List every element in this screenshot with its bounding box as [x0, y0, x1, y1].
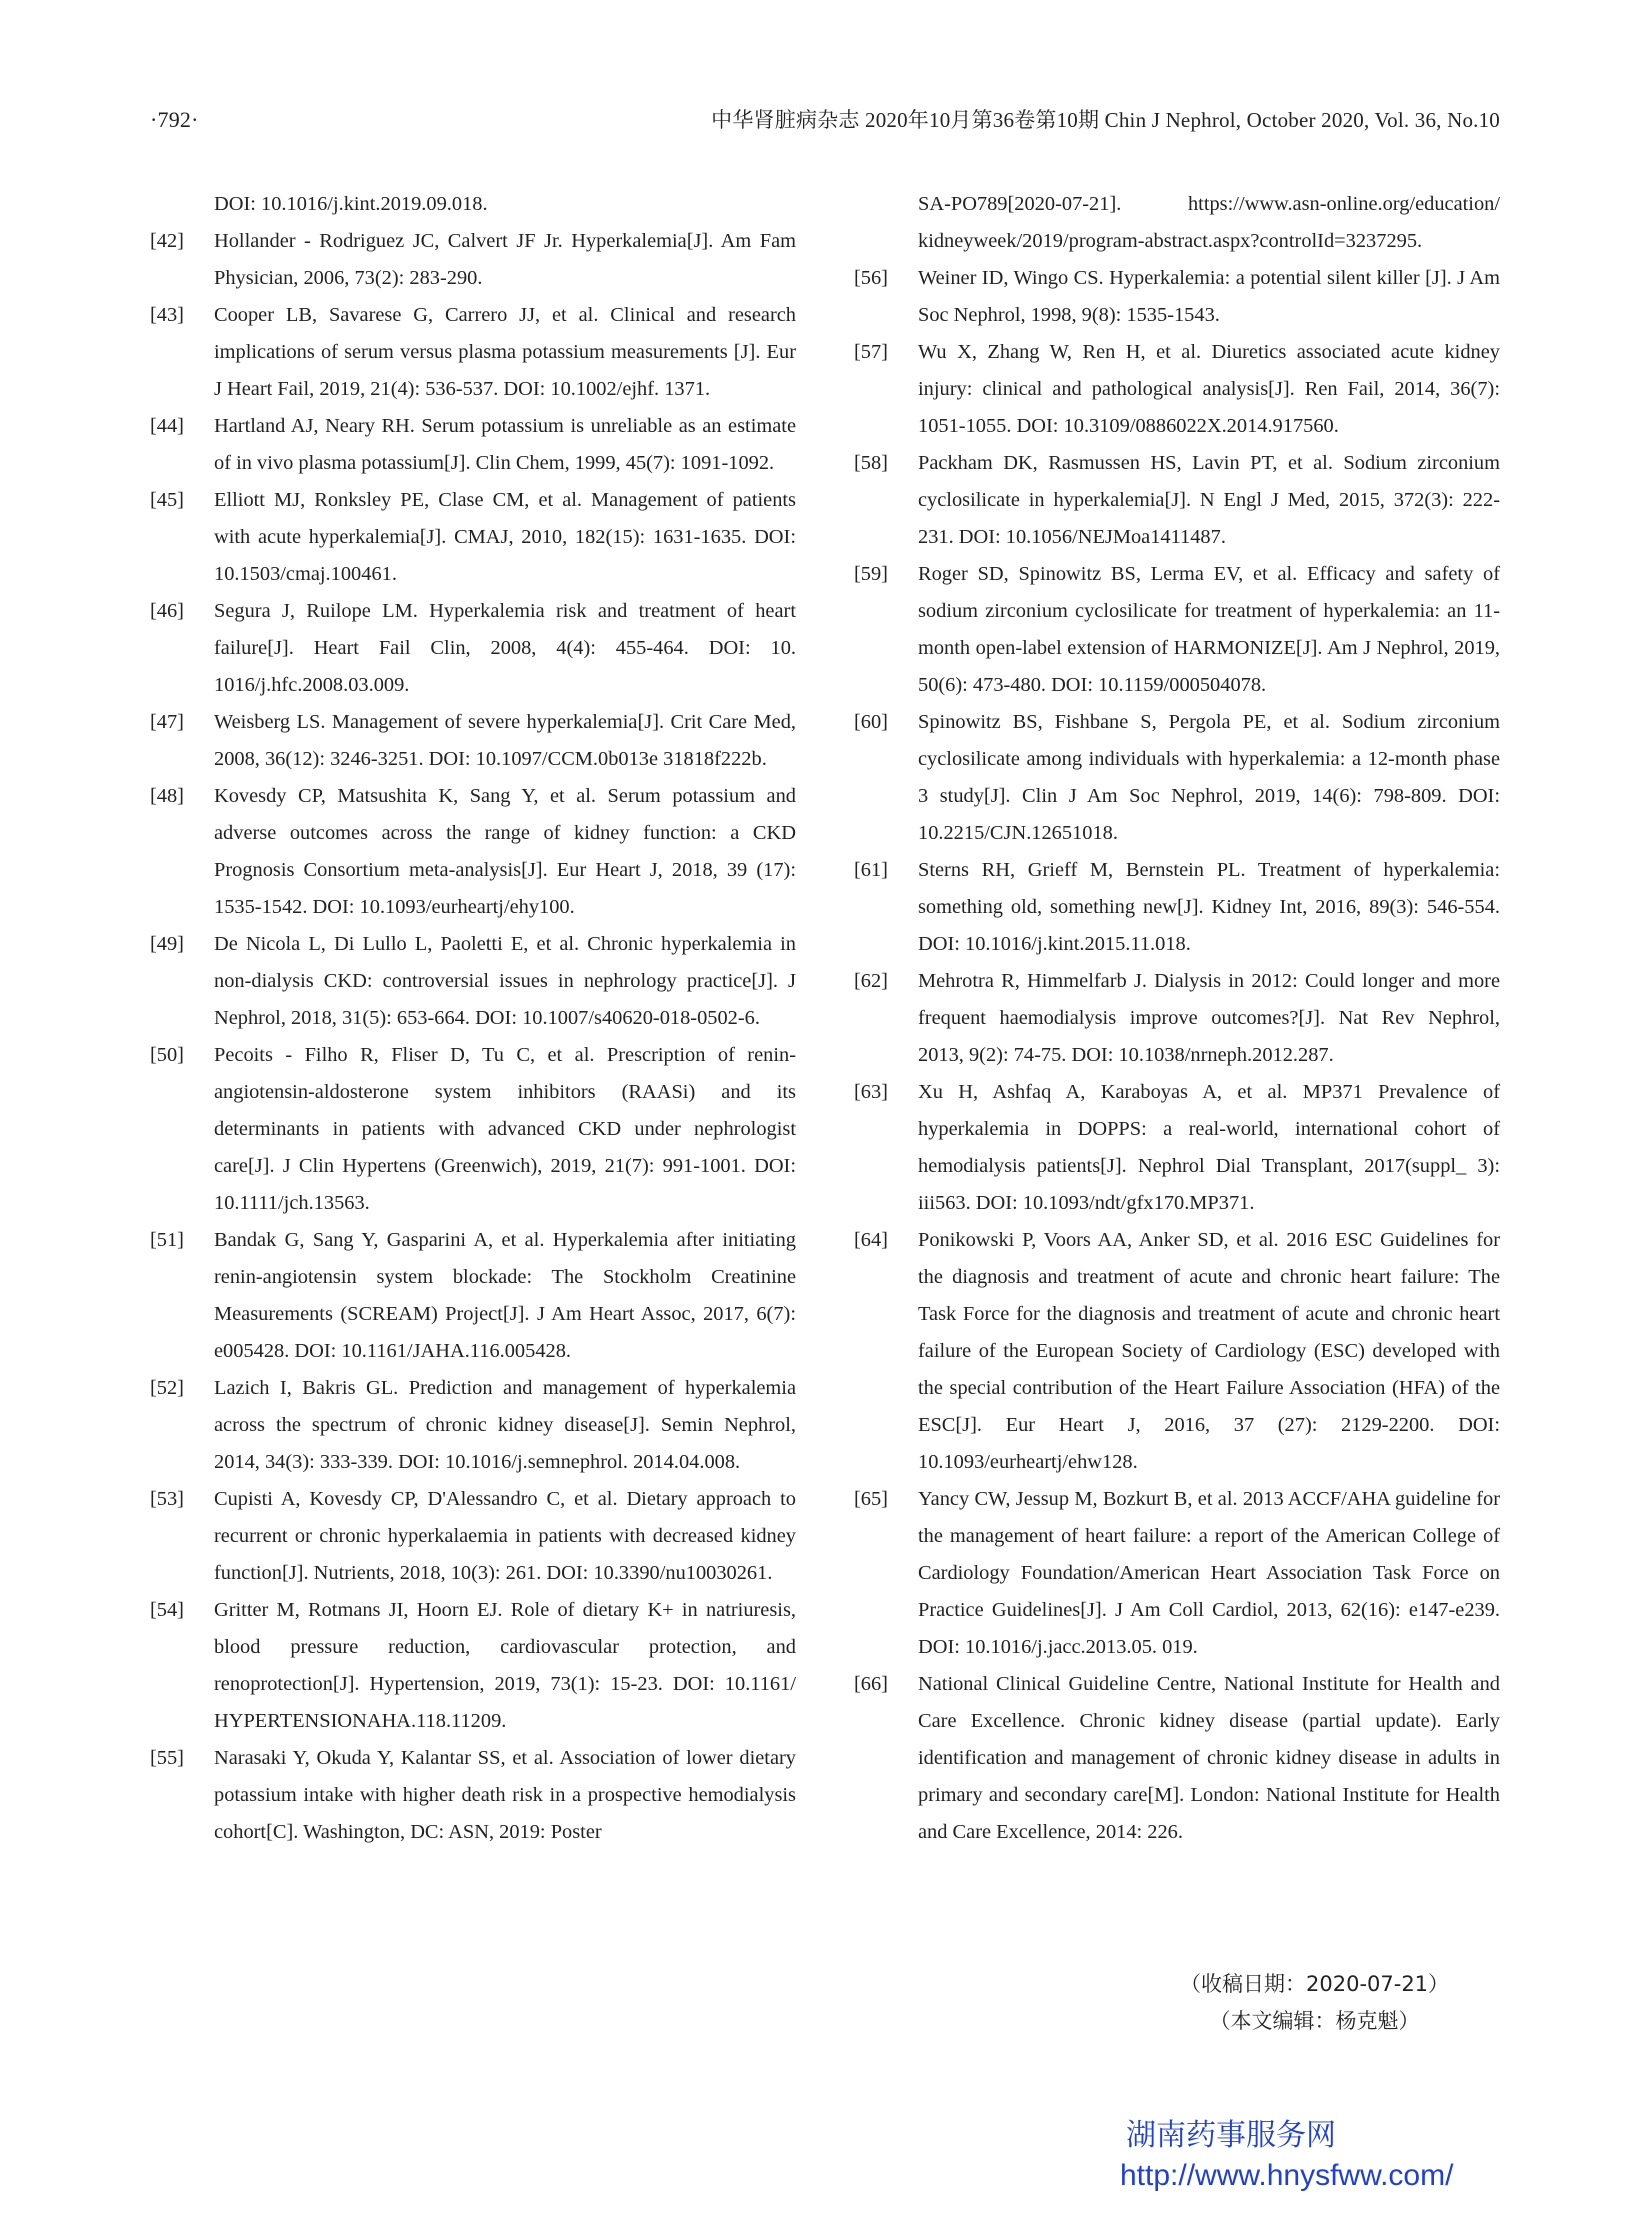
reference-number: [51]	[150, 1229, 184, 1251]
reference-number: [45]	[150, 489, 184, 511]
reference-text: Gritter M, Rotmans JI, Hoorn EJ. Role of dietary K+ in natriuresis, blood pressure reduction, cardiovascular protection, and renoprotection[J]. Hypertension, 2019, 73(1): 15-23. DOI: 10.1161/ HYPERTENSIONAHA.118.11209.	[214, 1599, 796, 1732]
reference-number: [43]	[150, 304, 184, 326]
reference-text: Segura J, Ruilope LM. Hyperkalemia risk and treatment of heart failure[J]. Heart Fail Clin, 2008, 4(4): 455-464. DOI: 10. 1016/j.hfc.2008.03.009.	[214, 600, 796, 696]
reference-entry	[150, 1481, 796, 1592]
reference-entry	[854, 186, 1500, 260]
reference-number: [46]	[150, 600, 184, 622]
page-number: ·792·	[150, 107, 199, 132]
reference-text: Cupisti A, Kovesdy CP, D'Alessandro C, et al. Dietary approach to recurrent or chronic hyperkalaemia in patients with decreased kidney function[J]. Nutrients, 2018, 10(3): 261. DOI: 10.3390/nu10030261.	[214, 1488, 796, 1584]
reference-text: National Clinical Guideline Centre, National Institute for Health and Care Excellence. Chronic kidney disease (partial update). Early identification and management of chronic kidney disease in adults in primary and secondary care[M]. London: National Institute for Health and Care Excellence, 2014: 226.	[918, 1673, 1500, 1843]
reference-entry	[854, 556, 1500, 704]
reference-number: [54]	[150, 1599, 184, 1621]
reference-entry	[150, 704, 796, 778]
reference-number: [61]	[854, 859, 888, 881]
reference-entry	[854, 704, 1500, 852]
reference-number: [59]	[854, 563, 888, 585]
reference-entry	[150, 186, 796, 223]
reference-entry	[854, 1481, 1500, 1666]
reference-text: Xu H, Ashfaq A, Karaboyas A, et al. MP371 Prevalence of hyperkalemia in DOPPS: a real-world, international cohort of hemodialysis patients[J]. Nephrol Dial Transplant, 2017(suppl_ 3): iii563. DOI: 10.1093/ndt/gfx170.MP371.	[918, 1081, 1500, 1214]
reference-number: [64]	[854, 1229, 888, 1251]
reference-number: [53]	[150, 1488, 184, 1510]
reference-text: SA-PO789[2020-07-21]. https://www.asn-online.org/education/ kidneyweek/2019/program-abstract.aspx?controlId=3237295.	[918, 193, 1500, 252]
reference-number: [55]	[150, 1747, 184, 1769]
reference-text: DOI: 10.1016/j.kint.2019.09.018.	[214, 193, 488, 215]
reference-text: Weiner ID, Wingo CS. Hyperkalemia: a potential silent killer [J]. J Am Soc Nephrol, 1998, 9(8): 1535-1543.	[918, 267, 1500, 326]
reference-number: [47]	[150, 711, 184, 733]
reference-text: De Nicola L, Di Lullo L, Paoletti E, et al. Chronic hyperkalemia in non-dialysis CKD: controversial issues in nephrology practice[J]. J Nephrol, 2018, 31(5): 653-664. DOI: 10.1007/s40620-018-0502-6.	[214, 933, 796, 1029]
reference-text: Sterns RH, Grieff M, Bernstein PL. Treatment of hyperkalemia: something old, something new[J]. Kidney Int, 2016, 89(3): 546-554. DOI: 10.1016/j.kint.2015.11.018.	[918, 859, 1500, 955]
reference-number: [60]	[854, 711, 888, 733]
reference-text: Narasaki Y, Okuda Y, Kalantar SS, et al. Association of lower dietary potassium intake with higher death risk in a prospective hemodialysis cohort[C]. Washington, DC: ASN, 2019: Poster	[214, 1747, 796, 1843]
reference-number: [42]	[150, 230, 184, 252]
watermark-url[interactable]: http://www.hnysfww.com/	[1120, 2159, 1454, 2192]
reference-entry	[854, 1666, 1500, 1851]
reference-number: [49]	[150, 933, 184, 955]
reference-number: [56]	[854, 267, 888, 289]
reference-text: Packham DK, Rasmussen HS, Lavin PT, et al. Sodium zirconium cyclosilicate in hyperkalemia[J]. N Engl J Med, 2015, 372(3): 222-231. DOI: 10.1056/NEJMoa1411487.	[918, 452, 1500, 548]
journal-citation: 中华肾脏病杂志 2020年10月第36卷第10期 Chin J Nephrol, October 2020, Vol. 36, No.10	[711, 108, 1500, 132]
reference-entry	[854, 1222, 1500, 1481]
reference-entry	[150, 1592, 796, 1740]
article-footer	[1180, 1966, 1449, 2040]
reference-text: Weisberg LS. Management of severe hyperkalemia[J]. Crit Care Med, 2008, 36(12): 3246-3251. DOI: 10.1097/CCM.0b013e 31818f222b.	[214, 711, 796, 770]
reference-entry	[854, 1074, 1500, 1222]
reference-text: Spinowitz BS, Fishbane S, Pergola PE, et al. Sodium zirconium cyclosilicate among individuals with hyperkalemia: a 12-month phase 3 study[J]. Clin J Am Soc Nephrol, 2019, 14(6): 798-809. DOI: 10.2215/CJN.12651018.	[918, 711, 1500, 844]
reference-text: Lazich I, Bakris GL. Prediction and management of hyperkalemia across the spectrum of chronic kidney disease[J]. Semin Nephrol, 2014, 34(3): 333-339. DOI: 10.1016/j.semnephrol. 2014.04.008.	[214, 1377, 796, 1473]
watermark	[1120, 2116, 1520, 2196]
editor-credit: （本文编辑：杨克魁）	[1209, 2009, 1420, 2033]
reference-entry	[150, 593, 796, 704]
reference-number: [65]	[854, 1488, 888, 1510]
reference-entry	[150, 1370, 796, 1481]
running-header	[150, 104, 1500, 140]
reference-entry	[150, 482, 796, 593]
reference-entry	[854, 334, 1500, 445]
reference-text: Hartland AJ, Neary RH. Serum potassium is unreliable as an estimate of in vivo plasma potassium[J]. Clin Chem, 1999, 45(7): 1091-1092.	[214, 415, 796, 474]
reference-number: [48]	[150, 785, 184, 807]
reference-entry	[854, 445, 1500, 556]
reference-number: [50]	[150, 1044, 184, 1066]
reference-text: Mehrotra R, Himmelfarb J. Dialysis in 2012: Could longer and more frequent haemodialysis improve outcomes?[J]. Nat Rev Nephrol, 2013, 9(2): 74-75. DOI: 10.1038/nrneph.2012.287.	[918, 970, 1500, 1066]
reference-text: Cooper LB, Savarese G, Carrero JJ, et al. Clinical and research implications of serum versus plasma potassium measurements [J]. Eur J Heart Fail, 2019, 21(4): 536-537. DOI: 10.1002/ejhf. 1371.	[214, 304, 796, 400]
reference-text: Ponikowski P, Voors AA, Anker SD, et al. 2016 ESC Guidelines for the diagnosis and treatment of acute and chronic heart failure: The Task Force for the diagnosis and treatment of acute and chronic heart failure of the European Society of Cardiology (ESC) developed with the special contribution of the Heart Failure Association (HFA) of the ESC[J]. Eur Heart J, 2016, 37 (27): 2129-2200. DOI: 10.1093/eurheartj/ehw128.	[918, 1229, 1500, 1473]
reference-text: Hollander - Rodriguez JC, Calvert JF Jr. Hyperkalemia[J]. Am Fam Physician, 2006, 73(2): 283-290.	[214, 230, 796, 289]
reference-number: [44]	[150, 415, 184, 437]
reference-entry	[150, 1222, 796, 1370]
reference-number: [58]	[854, 452, 888, 474]
reference-entry	[150, 1037, 796, 1222]
references-right-column	[854, 186, 1500, 1851]
reference-number: [66]	[854, 1673, 888, 1695]
reference-entry	[854, 963, 1500, 1074]
reference-entry	[854, 260, 1500, 334]
reference-text: Wu X, Zhang W, Ren H, et al. Diuretics associated acute kidney injury: clinical and pathological analysis[J]. Ren Fail, 2014, 36(7): 1051-1055. DOI: 10.3109/0886022X.2014.917560.	[918, 341, 1500, 437]
reference-text: Yancy CW, Jessup M, Bozkurt B, et al. 2013 ACCF/AHA guideline for the management of heart failure: a report of the American College of Cardiology Foundation/American Heart Association Task Force on Practice Guidelines[J]. J Am Coll Cardiol, 2013, 62(16): e147-e239. DOI: 10.1016/j.jacc.2013.05. 019.	[918, 1488, 1500, 1658]
reference-text: Roger SD, Spinowitz BS, Lerma EV, et al. Efficacy and safety of sodium zirconium cyclosilicate for treatment of hyperkalemia: an 11-month open-label extension of HARMONIZE[J]. Am J Nephrol, 2019, 50(6): 473-480. DOI: 10.1159/000504078.	[918, 563, 1500, 696]
reference-text: Kovesdy CP, Matsushita K, Sang Y, et al. Serum potassium and adverse outcomes across the range of kidney function: a CKD Prognosis Consortium meta-analysis[J]. Eur Heart J, 2018, 39 (17): 1535-1542. DOI: 10.1093/eurheartj/ehy100.	[214, 785, 796, 918]
reference-entry	[150, 408, 796, 482]
reference-entry	[150, 1740, 796, 1851]
reference-entry	[150, 778, 796, 926]
reference-text: Bandak G, Sang Y, Gasparini A, et al. Hyperkalemia after initiating renin-angiotensin system blockade: The Stockholm Creatinine Measurements (SCREAM) Project[J]. J Am Heart Assoc, 2017, 6(7): e005428. DOI: 10.1161/JAHA.116.005428.	[214, 1229, 796, 1362]
reference-text: Elliott MJ, Ronksley PE, Clase CM, et al. Management of patients with acute hyperkalemia[J]. CMAJ, 2010, 182(15): 1631-1635. DOI: 10.1503/cmaj.100461.	[214, 489, 796, 585]
reference-number: [63]	[854, 1081, 888, 1103]
references-left-column	[150, 186, 796, 1851]
reference-entry	[854, 852, 1500, 963]
received-date: （收稿日期：2020-07-21）	[1180, 1972, 1450, 1996]
reference-entry	[150, 297, 796, 408]
reference-entry	[150, 223, 796, 297]
reference-number: [57]	[854, 341, 888, 363]
reference-text: Pecoits - Filho R, Fliser D, Tu C, et al. Prescription of renin-angiotensin-aldosterone system inhibitors (RAASi) and its determinants in patients with advanced CKD under nephrologist care[J]. J Clin Hypertens (Greenwich), 2019, 21(7): 991-1001. DOI: 10.1111/jch.13563.	[214, 1044, 796, 1214]
watermark-title: 湖南药事服务网	[1126, 2119, 1336, 2152]
reference-number: [52]	[150, 1377, 184, 1399]
reference-number: [62]	[854, 970, 888, 992]
reference-entry	[150, 926, 796, 1037]
